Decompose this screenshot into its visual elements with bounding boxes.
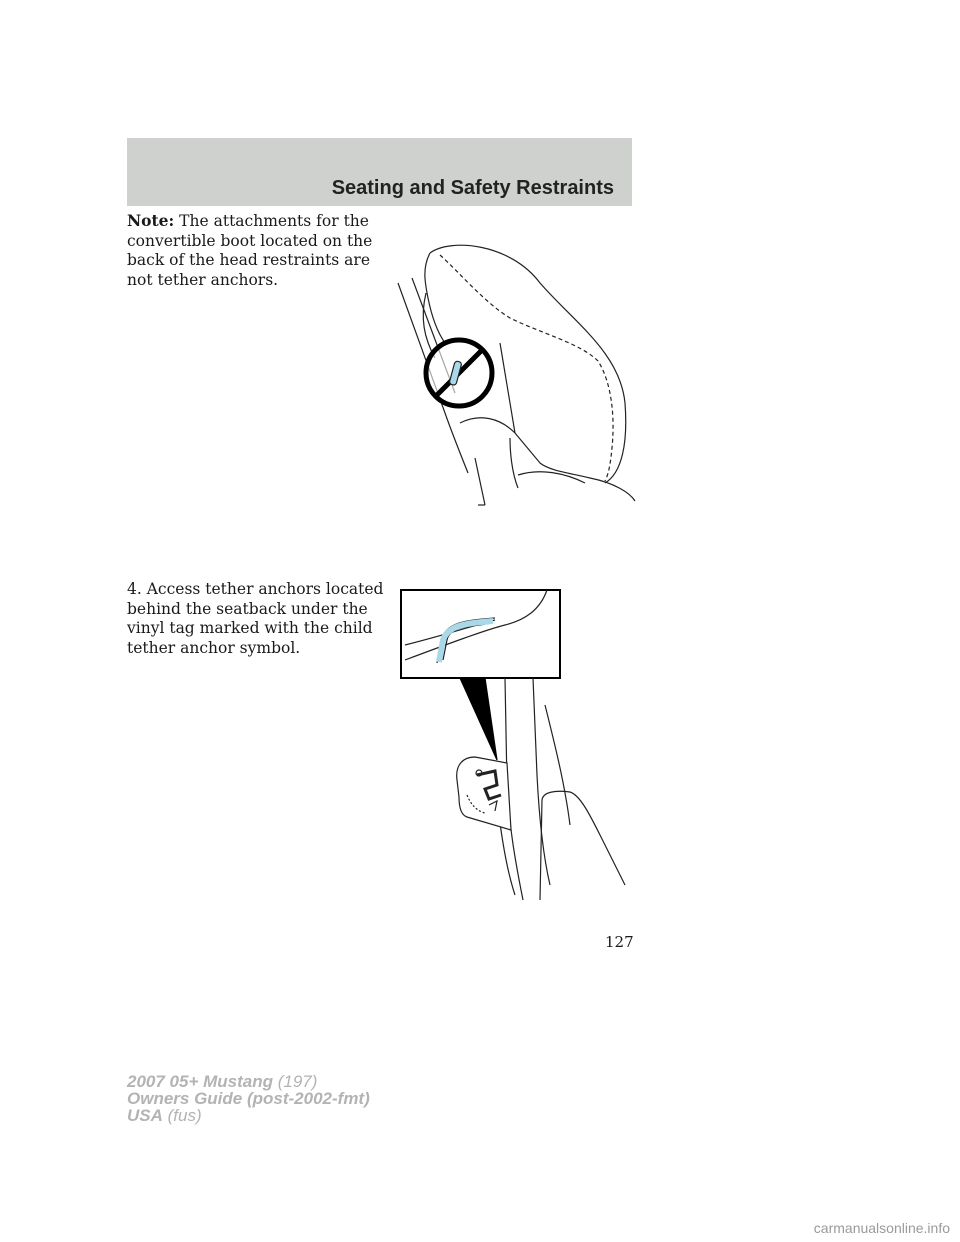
note-label: Note:: [127, 211, 175, 230]
head-restraint-illustration: [390, 243, 640, 513]
tether-anchor-illustration: [385, 585, 635, 905]
footer-guide: Owners Guide (post-2002-fmt): [127, 1089, 370, 1108]
child-tether-anchor-icon: [457, 757, 511, 830]
prohibited-icon: [426, 340, 492, 406]
step-4-paragraph: 4. Access tether anchors located behind the seatback under the vinyl tag marked with the child tether anchor symbol.: [127, 580, 384, 657]
footer-model: 2007 05+ Mustang: [127, 1072, 273, 1091]
footer-line-3: [127, 1107, 370, 1124]
header-band: [127, 138, 632, 206]
note-paragraph: [127, 211, 387, 290]
footer-model-code: (197): [273, 1072, 318, 1091]
footer-market: USA: [127, 1106, 163, 1125]
footer-info: [127, 1073, 370, 1124]
footer-line-2: [127, 1090, 370, 1107]
page-title: Seating and Safety Restraints: [331, 177, 614, 199]
note-text: The attachments for the convertible boot located on the back of the head restraints are not tether anchors.: [127, 212, 373, 289]
footer-line-1: [127, 1073, 370, 1090]
footer-market-code: (fus): [162, 1106, 202, 1125]
page-number: 127: [605, 933, 634, 951]
watermark: carmanualsonline.info: [813, 1220, 950, 1236]
